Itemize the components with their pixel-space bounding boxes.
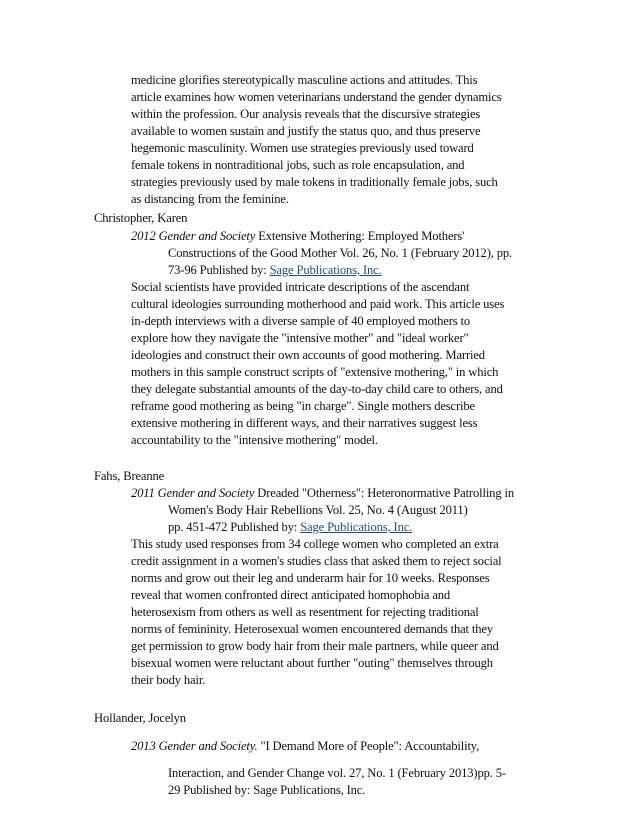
citation-pages: 73-96 Published by:: [168, 263, 270, 277]
intro-line: hegemonic masculinity. Women use strategies previously used toward: [131, 141, 474, 155]
intro-line: within the profession. Our analysis reveals that the discursive strategies: [131, 107, 481, 121]
citation-title: "I Demand More of People": Accountability,: [257, 739, 480, 753]
abstract-line: Social scientists have provided intricate descriptions of the ascendant: [131, 280, 470, 294]
entry-citation: [131, 228, 464, 245]
entry-citation: [131, 485, 514, 502]
intro-line: female tokens in nontraditional jobs, such as role encapsulation, and: [131, 158, 465, 172]
abstract-line: mothers in this sample construct scripts of "extensive mothering," in which: [131, 365, 499, 379]
abstract-line: reveal that women confronted direct anticipated homophobia and: [131, 588, 451, 602]
abstract-line: cultural ideologies surrounding motherhood and paid work. This article uses: [131, 297, 505, 311]
citation-line: [168, 262, 382, 279]
citation-line: [168, 519, 412, 536]
abstract-line: in-depth interviews with a diverse sample of 40 employed mothers to: [131, 314, 470, 328]
intro-line: as distancing from the feminine.: [131, 192, 289, 206]
intro-line: available to women sustain and justify the status quo, and thus preserve: [131, 124, 481, 138]
citation-title: Dreaded "Otherness": Heteronormative Patrolling in: [254, 486, 514, 500]
year-journal: 2013 Gender and Society.: [131, 739, 258, 753]
abstract-line: explore how they navigate the "intensive mother" and "ideal worker": [131, 331, 469, 345]
abstract-line: their body hair.: [131, 673, 206, 687]
entry-author: Fahs, Breanne: [94, 469, 165, 483]
abstract-line: norms of femininity. Heterosexual women encountered demands that they: [131, 622, 493, 636]
abstract-line: ideologies and construct their own accounts of good mothering. Married: [131, 348, 485, 362]
abstract-line: credit assignment in a women's studies class that asked them to reject social: [131, 554, 502, 568]
intro-line: strategies previously used by male tokens in traditionally female jobs, such: [131, 175, 498, 189]
abstract-line: heterosexism from others as well as resentment for rejecting traditional: [131, 605, 479, 619]
entry-author: Hollander, Jocelyn: [94, 711, 186, 725]
abstract-line: norms and grow out their leg and underarm hair for 10 weeks. Responses: [131, 571, 490, 585]
citation-line: Women's Body Hair Rebellions Vol. 25, No. 4 (August 2011): [168, 503, 468, 517]
citation-title: Extensive Mothering: Employed Mothers': [255, 229, 465, 243]
abstract-line: bisexual women were reluctant about further "outing" themselves through: [131, 656, 493, 670]
year-journal: 2012 Gender and Society: [131, 229, 256, 243]
intro-line: medicine glorifies stereotypically masculine actions and attitudes. This: [131, 73, 478, 87]
abstract-line: This study used responses from 34 college women who completed an extra: [131, 537, 499, 551]
abstract-line: get permission to grow body hair from their male partners, while queer and: [131, 639, 499, 653]
abstract-line: they delegate substantial amounts of the day-to-day child care to others, and: [131, 382, 503, 396]
entry-author: Christopher, Karen: [94, 211, 188, 225]
citation-line: Constructions of the Good Mother Vol. 26, No. 1 (February 2012), pp.: [168, 246, 513, 260]
intro-line: article examines how women veterinarians understand the gender dynamics: [131, 90, 502, 104]
citation-pages: pp. 451-472 Published by:: [168, 520, 301, 534]
entry-citation: [131, 738, 479, 755]
publisher-link[interactable]: Sage Publications, Inc.: [269, 263, 382, 277]
abstract-line: extensive mothering in different ways, and their narratives suggest less: [131, 416, 478, 430]
year-journal: 2011 Gender and Society: [131, 486, 255, 500]
citation-line: Interaction, and Gender Change vol. 27, No. 1 (February 2013)pp. 5-: [168, 766, 506, 780]
abstract-line: accountability to the "intensive mothering" model.: [131, 433, 378, 447]
publisher-link[interactable]: Sage Publications, Inc.: [300, 520, 413, 534]
abstract-line: reframe good mothering as being "in charge". Single mothers describe: [131, 399, 475, 413]
citation-line: 29 Published by: Sage Publications, Inc.: [168, 783, 366, 797]
